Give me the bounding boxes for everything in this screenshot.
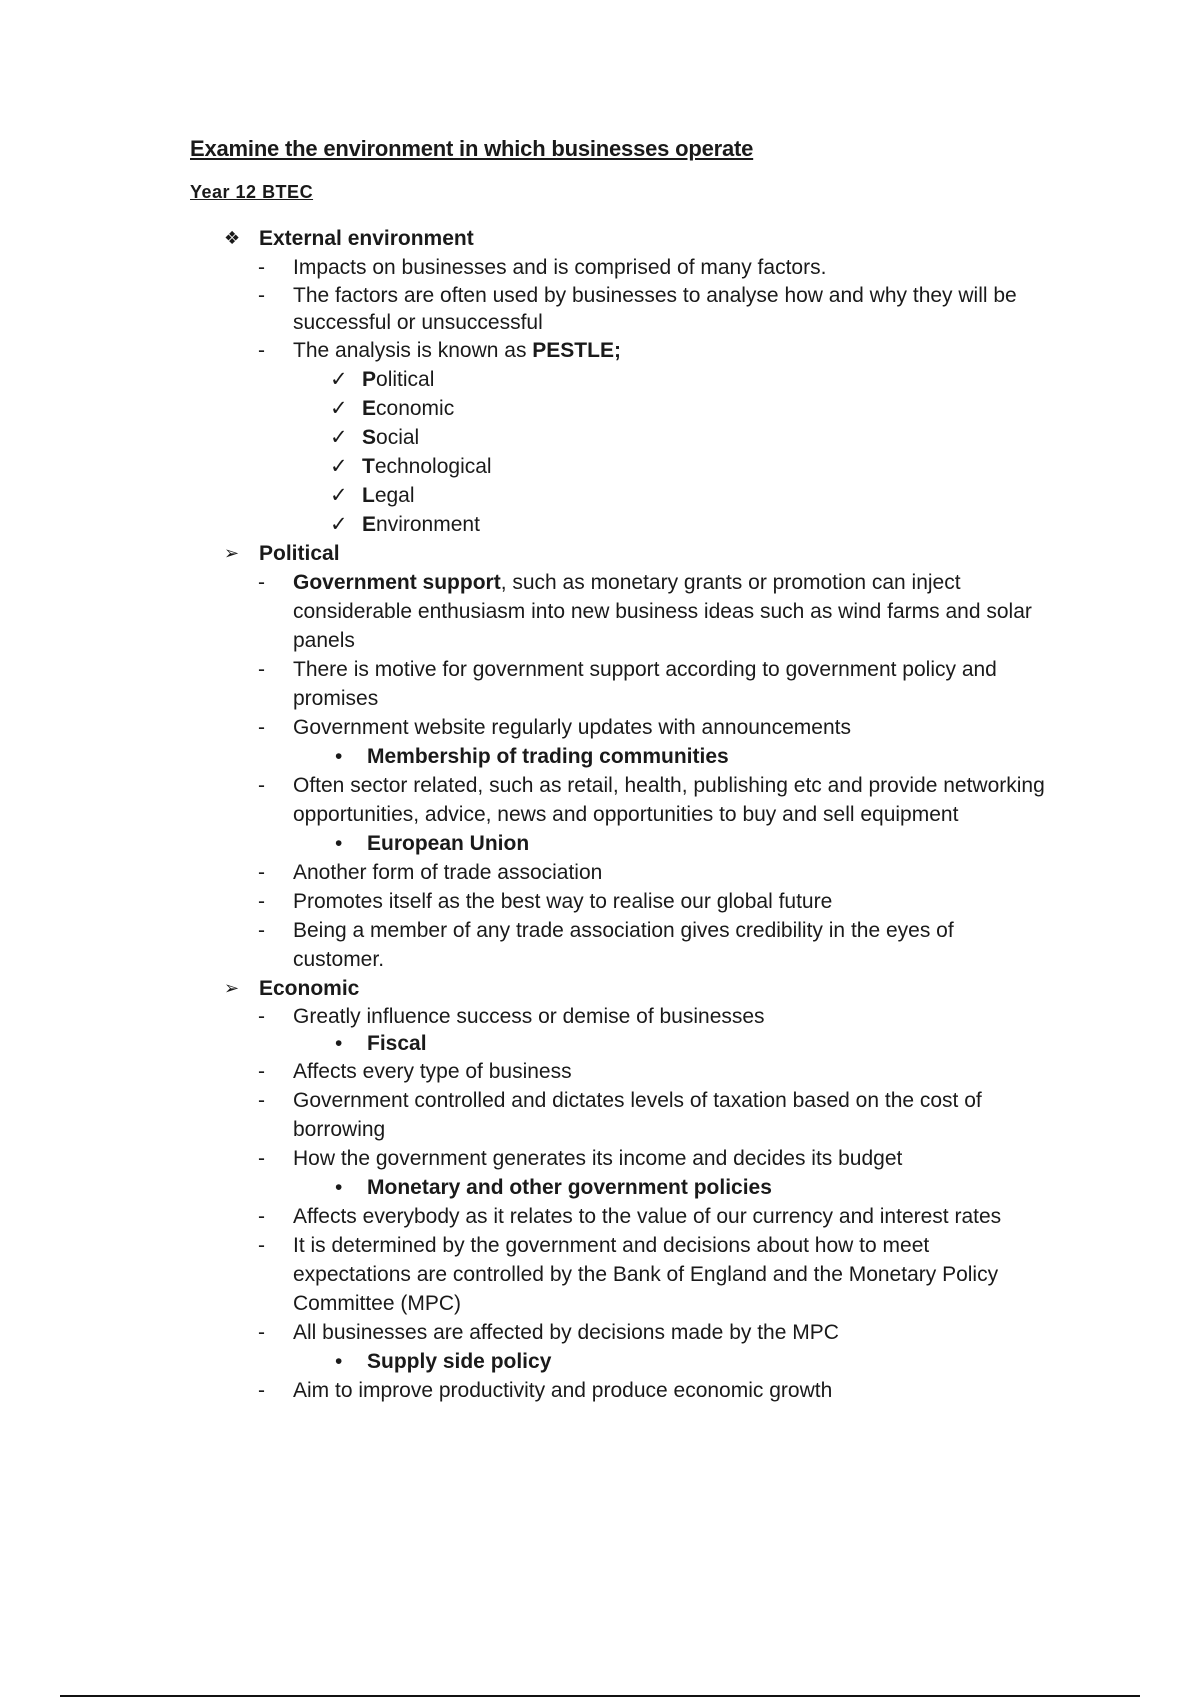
- check-icon: ✓: [330, 397, 348, 420]
- heading-text: External environment: [259, 227, 474, 250]
- list-item: [0, 858, 1200, 887]
- document-body: [0, 224, 1200, 1405]
- list-item-text: Promotes itself as the best way to realise our global future: [293, 890, 833, 913]
- subheading: [0, 1030, 1200, 1057]
- dash-bullet-icon: -: [258, 1060, 265, 1083]
- dash-bullet-icon: -: [258, 1321, 265, 1344]
- list-item-text: Affects everybody as it relates to the value of our currency and interest rates: [293, 1205, 1002, 1228]
- list-item-text: Government website regularly updates with announcements: [293, 716, 851, 739]
- subheading-text: European Union: [367, 832, 530, 855]
- pestle-item: [0, 365, 1200, 394]
- list-item: [0, 1202, 1200, 1231]
- dash-bullet-icon: -: [258, 571, 265, 594]
- subheading: [0, 1173, 1200, 1202]
- pestle-rest: olitical: [376, 368, 435, 391]
- list-item: [0, 887, 1200, 916]
- list-item-text: All businesses are affected by decisions made by the MPC: [293, 1321, 839, 1344]
- list-item: [0, 282, 1200, 336]
- dot-bullet-icon: •: [335, 1350, 343, 1373]
- dash-bullet-icon: -: [258, 1005, 265, 1028]
- dot-bullet-icon: •: [335, 1032, 343, 1055]
- pestle-item: [0, 423, 1200, 452]
- pestle-item: [0, 481, 1200, 510]
- subheading: [0, 742, 1200, 771]
- list-item-text: , such as monetary grants or promotion can inject considerable enthusiasm into new business ideas such as wind farms and solar panels: [293, 571, 1032, 652]
- dash-bullet-icon: -: [258, 1205, 265, 1228]
- pestle-rest: ocial: [376, 426, 420, 449]
- list-item: [0, 771, 1200, 829]
- dot-bullet-icon: •: [335, 832, 343, 855]
- subheading-text: Fiscal: [367, 1032, 427, 1055]
- list-item: [0, 336, 1200, 365]
- list-item: [0, 1318, 1200, 1347]
- dash-bullet-icon: -: [258, 284, 265, 307]
- list-item-bold: Government support: [293, 571, 501, 594]
- pestle-initial: T: [362, 455, 375, 478]
- list-item-text: Greatly influence success or demise of businesses: [293, 1005, 765, 1028]
- dash-bullet-icon: -: [258, 1147, 265, 1170]
- list-item-text: The factors are often used by businesses to analyse how and why they will be successful or unsuccessful: [293, 284, 1017, 334]
- arrow-bullet-icon: ➢: [224, 543, 240, 563]
- list-item-text: Aim to improve productivity and produce economic growth: [293, 1379, 833, 1402]
- list-item: [0, 713, 1200, 742]
- dash-bullet-icon: -: [258, 339, 265, 362]
- pestle-initial: S: [362, 426, 377, 449]
- dash-bullet-icon: -: [258, 256, 265, 279]
- list-item-text: How the government generates its income and decides its budget: [293, 1147, 903, 1170]
- pestle-term: PESTLE;: [532, 339, 621, 362]
- section-heading-political: [0, 539, 1200, 568]
- list-item: [0, 1086, 1200, 1144]
- subheading-text: Membership of trading communities: [367, 745, 729, 768]
- pestle-rest: echnological: [374, 455, 492, 478]
- list-item-text: There is motive for government support according to government policy and promises: [293, 658, 997, 710]
- pestle-initial: L: [362, 484, 375, 507]
- dash-bullet-icon: -: [258, 890, 265, 913]
- list-item: [0, 655, 1200, 713]
- pestle-initial: E: [362, 397, 377, 420]
- dash-bullet-icon: -: [258, 658, 265, 681]
- dash-bullet-icon: -: [258, 919, 265, 942]
- dash-bullet-icon: -: [258, 1379, 265, 1402]
- list-item-text: Government controlled and dictates levels of taxation based on the cost of borrowing: [293, 1089, 982, 1141]
- pestle-initial: P: [362, 368, 377, 391]
- list-item: [0, 1003, 1200, 1030]
- subheading-text: Monetary and other government policies: [367, 1176, 772, 1199]
- dot-bullet-icon: •: [335, 745, 343, 768]
- document-title: Examine the environment in which businesses operate: [190, 136, 754, 161]
- list-item: [0, 253, 1200, 282]
- dash-bullet-icon: -: [258, 716, 265, 739]
- check-icon: ✓: [330, 368, 348, 391]
- check-icon: ✓: [330, 484, 348, 507]
- pestle-rest: egal: [374, 484, 415, 507]
- subheading-text: Supply side policy: [367, 1350, 552, 1373]
- list-item: [0, 1376, 1200, 1405]
- subheading: [0, 829, 1200, 858]
- check-icon: ✓: [330, 426, 348, 449]
- pestle-item: [0, 452, 1200, 481]
- section-heading-external: [0, 224, 1200, 253]
- document-subtitle: Year 12 BTEC: [190, 182, 314, 202]
- pestle-initial: E: [362, 513, 377, 536]
- list-item: [0, 568, 1200, 655]
- subheading: [0, 1347, 1200, 1376]
- check-icon: ✓: [330, 455, 348, 478]
- arrow-bullet-icon: ➢: [224, 978, 240, 998]
- pestle-rest: nvironment: [376, 513, 480, 536]
- section-heading-economic: [0, 974, 1200, 1003]
- heading-text: Economic: [259, 977, 360, 1000]
- dash-bullet-icon: -: [258, 1089, 265, 1112]
- heading-text: Political: [259, 542, 340, 565]
- dot-bullet-icon: •: [335, 1176, 343, 1199]
- dash-bullet-icon: -: [258, 1234, 265, 1257]
- pestle-rest: conomic: [376, 397, 455, 420]
- diamond-bullet-icon: ❖: [224, 228, 241, 248]
- list-item-text: Another form of trade association: [293, 861, 603, 884]
- pestle-item: [0, 510, 1200, 539]
- pestle-item: [0, 394, 1200, 423]
- dash-bullet-icon: -: [258, 861, 265, 884]
- list-item-text: It is determined by the government and decisions about how to meet expectations are controlled by the Bank of England and the Monetary Policy Committee (MPC): [293, 1234, 999, 1315]
- list-item: [0, 1144, 1200, 1173]
- list-item: [0, 1057, 1200, 1086]
- check-icon: ✓: [330, 513, 348, 536]
- list-item: [0, 916, 1200, 974]
- list-item-text: Being a member of any trade association gives credibility in the eyes of customer.: [293, 919, 954, 971]
- page-bottom-rule: [60, 1695, 1140, 1697]
- list-item-text: Impacts on businesses and is comprised of many factors.: [293, 256, 827, 279]
- list-item-text: Affects every type of business: [293, 1060, 572, 1083]
- list-item-text: Often sector related, such as retail, health, publishing etc and provide networking opportunities, advice, news and opportunities to buy and sell equipment: [293, 774, 1045, 826]
- dash-bullet-icon: -: [258, 774, 265, 797]
- list-item: [0, 1231, 1200, 1318]
- list-item-text: The analysis is known as: [293, 339, 533, 362]
